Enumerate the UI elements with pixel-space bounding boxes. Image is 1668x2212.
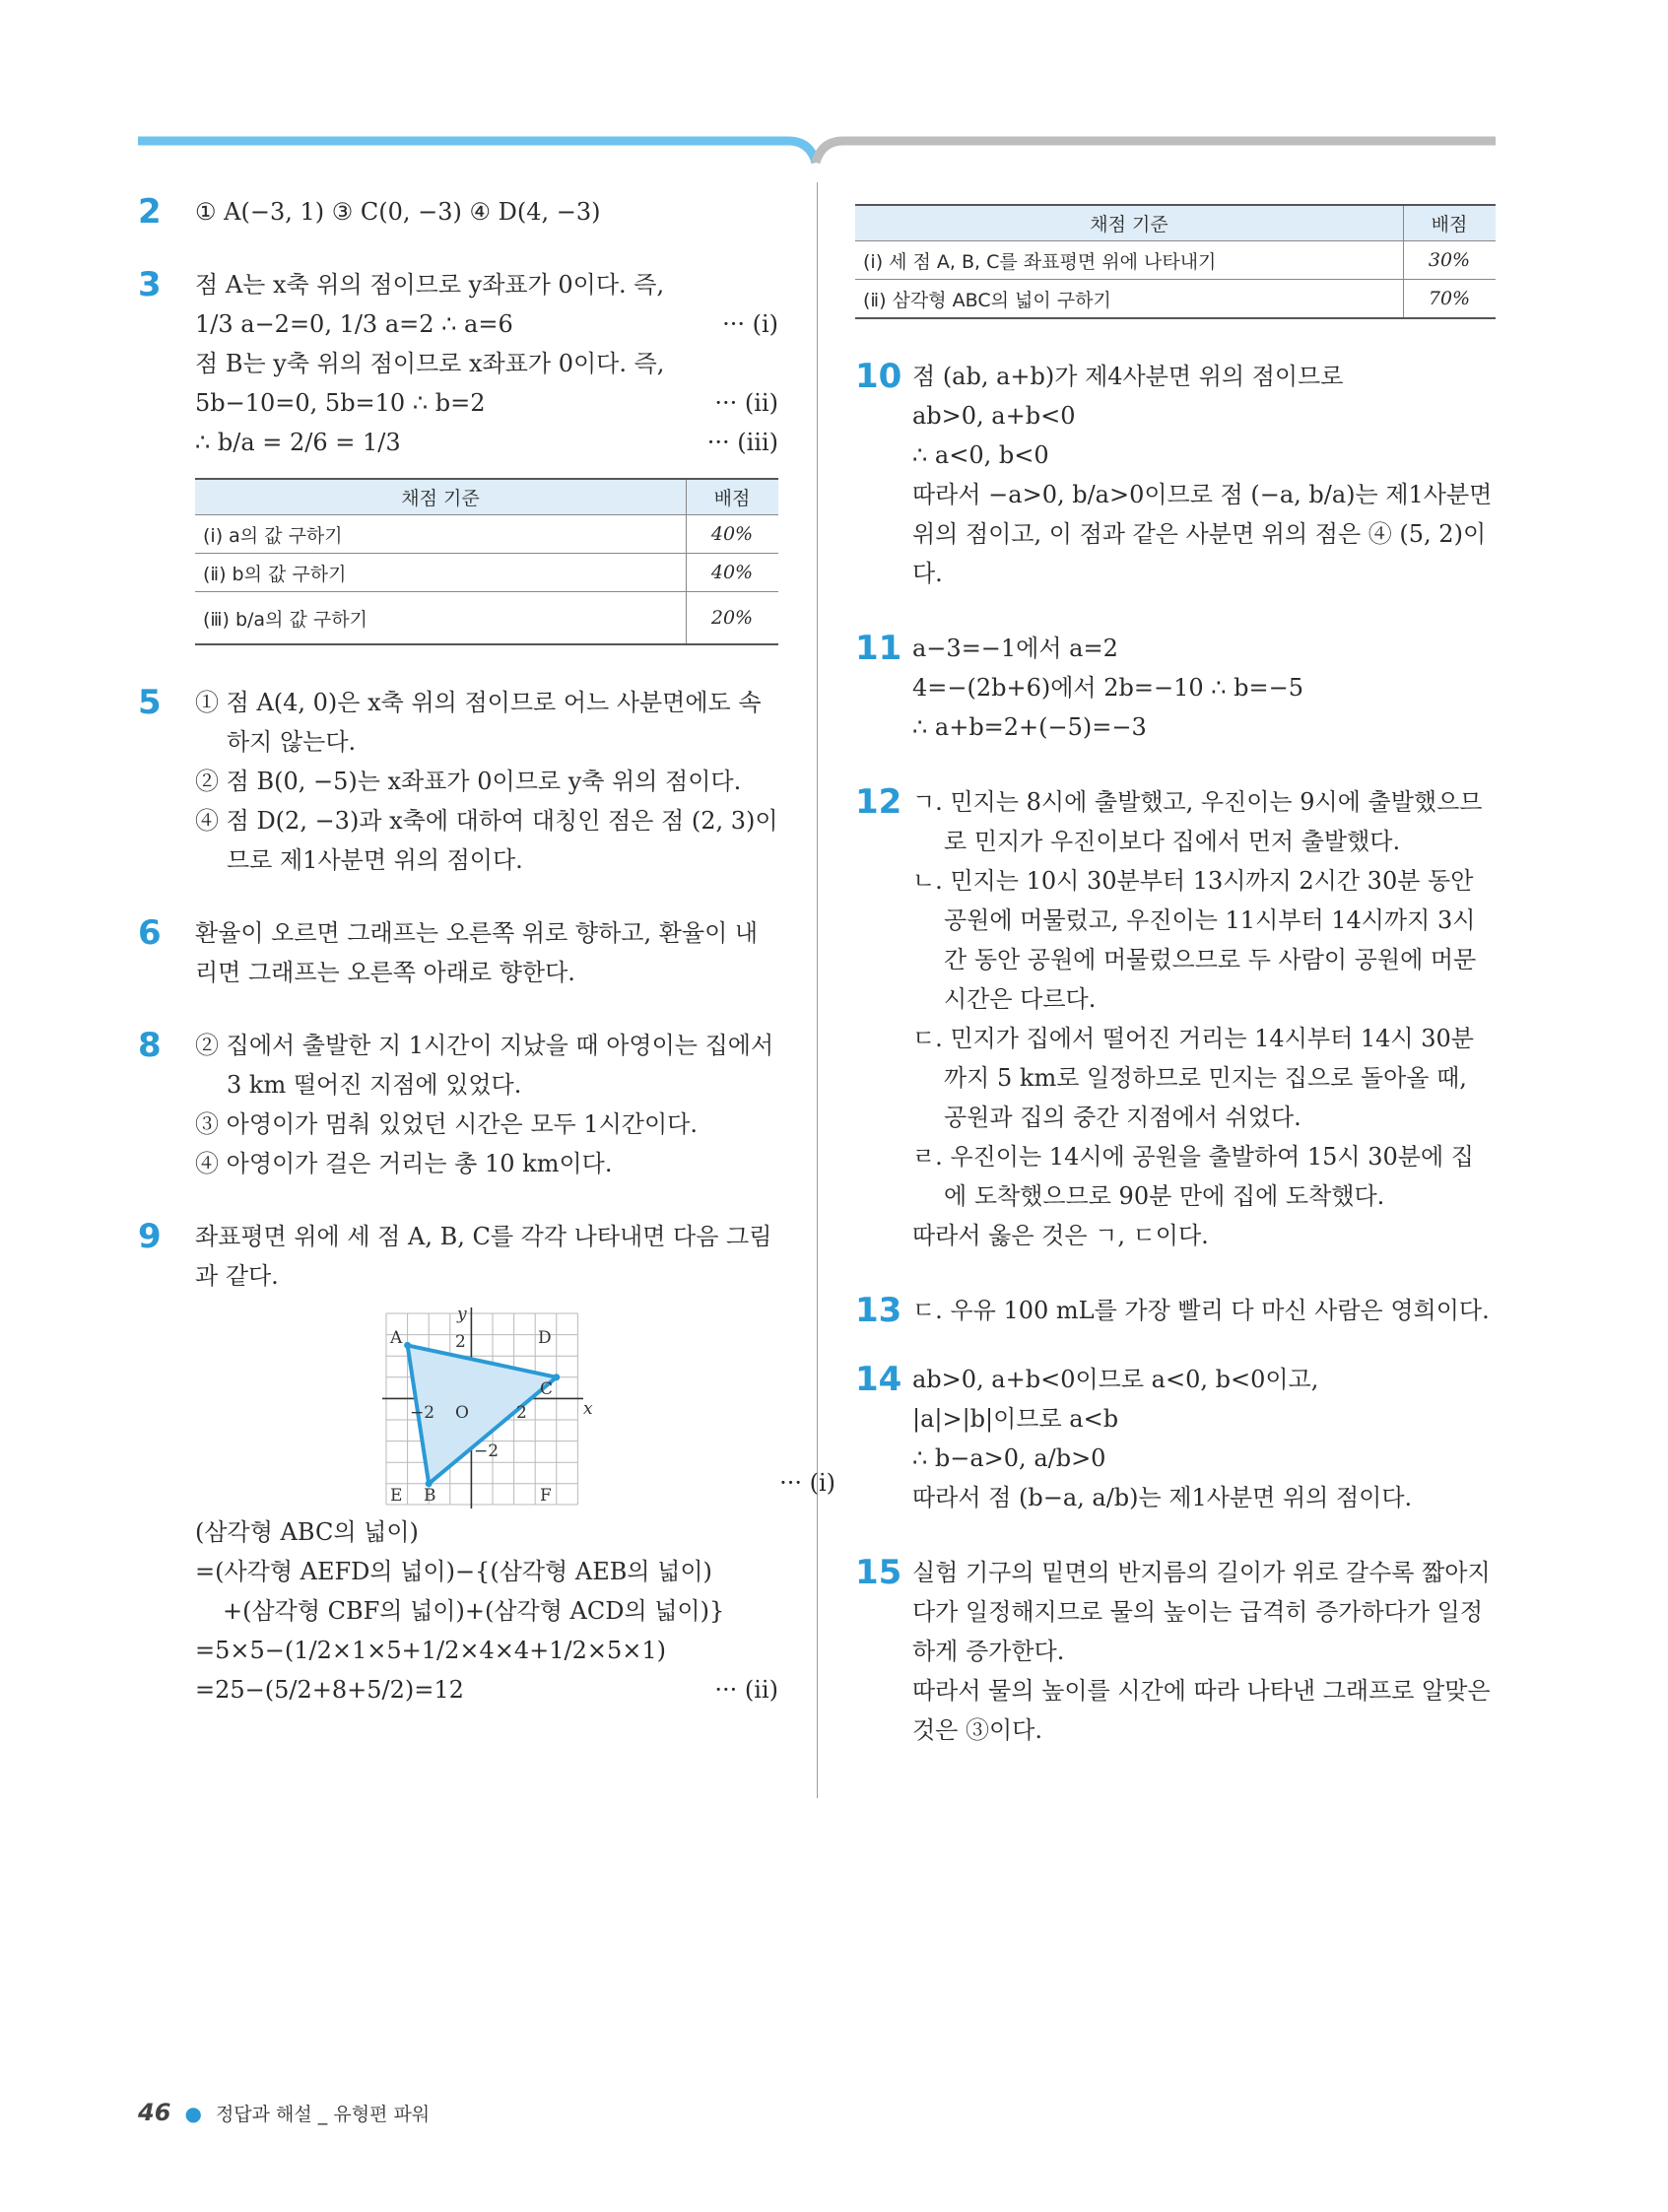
intro-text: 좌표평면 위에 세 점 A, B, C를 각각 나타내면 다음 그림과 같다.	[195, 1223, 772, 1290]
answer-line: ② 점 B(0, −5)는 x좌표가 0이므로 y축 위의 점이다.	[195, 768, 742, 795]
point-label: A	[390, 1328, 403, 1348]
equation-line: ∴ a<0, b<0	[912, 441, 1049, 469]
point-label: D	[538, 1328, 552, 1348]
conclusion-line: 따라서 물의 높이를 시간에 따라 나타낸 그래프로 알맞은 것은 ③이다.	[912, 1677, 1491, 1744]
header-bar-gray	[816, 141, 1496, 163]
left-column	[138, 182, 835, 1709]
page-number: 46	[138, 2099, 171, 2126]
equation-line: 4=−(2b+6)에서 2b=−10 ∴ b=−5	[912, 674, 1303, 702]
coordinate-graph	[195, 1304, 835, 1510]
table-header: 배점	[687, 479, 779, 515]
equation-line: +(삼각형 CBF의 넓이)+(삼각형 ACD의 넓이)}	[223, 1597, 725, 1625]
answer-line: ③ 아영이가 멈춰 있었던 시간은 모두 1시간이다.	[195, 1110, 698, 1138]
problem-number: 15	[855, 1553, 902, 1592]
y-axis-label: y	[457, 1305, 467, 1324]
column-divider	[817, 182, 818, 1798]
problem-number: 3	[138, 265, 162, 304]
answer-line: ㄹ. 우진이는 14시에 공원을 출발하여 15시 30분에 집에 도착했으므로 90분 만에 집에 도착했다.	[912, 1143, 1474, 1210]
problem-15	[855, 1553, 1496, 1750]
table-row	[195, 515, 778, 554]
equation-line: =(사각형 AEFD의 넓이)−{(삼각형 AEB의 넓이)	[195, 1558, 712, 1585]
problem-5	[138, 683, 778, 880]
table-header-row	[855, 205, 1496, 241]
problem-number: 13	[855, 1291, 902, 1330]
answer-line: ㄷ. 민지가 집에서 떨어진 거리는 14시부터 14시 30분까지 5 km로 일정하므로 민지는 집으로 돌아올 때, 공원과 집의 중간 지점에서 쉬었다.	[912, 1025, 1474, 1131]
equation-line	[195, 383, 778, 423]
table-header: 배점	[1404, 205, 1497, 241]
answer-text: ㄷ. 우유 100 mL를 가장 빨리 다 마신 사람은 영희이다.	[912, 1297, 1490, 1324]
table-cell: 30%	[1404, 241, 1497, 280]
table-cell: 20%	[687, 592, 779, 645]
point-label: B	[424, 1486, 436, 1506]
problem-number: 5	[138, 683, 162, 722]
table-cell: (ⅰ) a의 값 구하기	[195, 515, 687, 554]
problem-10	[855, 357, 1496, 593]
table-cell: (ⅱ) b의 값 구하기	[195, 554, 687, 592]
text-line: 점 (ab, a+b)가 제4사분면 위의 점이므로	[912, 363, 1344, 390]
table-header-row	[195, 479, 778, 515]
answer-text: 환율이 오르면 그래프는 오른쪽 위로 향하고, 환율이 내리면 그래프는 오른쪽 아래로 향한다.	[195, 919, 759, 986]
point-label: E	[390, 1486, 403, 1506]
table-cell: (ⅱ) 삼각형 ABC의 넓이 구하기	[855, 280, 1404, 319]
problem-number: 10	[855, 357, 902, 396]
step-tag: ··· (ⅱ)	[714, 1676, 778, 1704]
step-tag: ··· (ⅲ)	[706, 429, 778, 456]
answer-line: ④ 아영이가 걸은 거리는 총 10 km이다.	[195, 1150, 613, 1177]
equation-line: |a|>|b|이므로 a<b	[912, 1405, 1119, 1433]
answer-line: ① A(−3, 1) ③ C(0, −3) ④ D(4, −3)	[195, 198, 601, 226]
table-cell: 70%	[1404, 280, 1497, 319]
y-tick-label: −2	[474, 1441, 500, 1461]
step-tag: ··· (ⅰ)	[779, 1469, 835, 1497]
equation: ∴ b/a = 2/6 = 1/3	[195, 429, 401, 456]
text-line: (삼각형 ABC의 넓이)	[195, 1518, 419, 1546]
equation-line: ab>0, a+b<0	[912, 402, 1076, 430]
x-tick-label: −2	[410, 1403, 435, 1423]
header-bar-blue	[138, 141, 816, 163]
problem-number: 11	[855, 629, 902, 668]
footer-title: 정답과 해설 _ 유형편 파워	[215, 2104, 431, 2125]
problem-13	[855, 1291, 1496, 1330]
table-cell: 40%	[687, 554, 779, 592]
point-label: C	[540, 1379, 554, 1399]
equation-line	[195, 1670, 778, 1709]
equation-line: ab>0, a+b<0이므로 a<0, b<0이고,	[912, 1366, 1319, 1393]
table-row	[195, 554, 778, 592]
problem-12	[855, 782, 1496, 1255]
problem-3	[138, 265, 778, 645]
conclusion-line: 따라서 점 (b−a, a/b)는 제1사분면 위의 점이다.	[912, 1484, 1413, 1511]
answer-line: ㄴ. 민지는 10시 30분부터 13시까지 2시간 30분 동안 공원에 머물렀고, 우진이는 11시부터 14시까지 3시간 동안 공원에 머물렀으므로 두 사람이 공원에 머문 시간은 다르다.	[912, 867, 1477, 1013]
equation-line: ∴ a+b=2+(−5)=−3	[912, 713, 1147, 741]
table-row	[855, 280, 1496, 319]
text-line: 점 B는 y축 위의 점이므로 x좌표가 0이다. 즉,	[195, 350, 665, 377]
problem-number: 9	[138, 1217, 162, 1256]
table-cell: 40%	[687, 515, 779, 554]
equation-line: a−3=−1에서 a=2	[912, 635, 1118, 662]
step-tag: ··· (ⅰ)	[722, 310, 778, 338]
answer-line: ① 점 A(4, 0)은 x축 위의 점이므로 어느 사분면에도 속하지 않는다.	[195, 689, 762, 756]
table-header: 채점 기준	[855, 205, 1404, 241]
header-bar	[0, 0, 1668, 197]
point-c	[553, 1374, 560, 1380]
equation: 1/3 a−2=0, 1/3 a=2 ∴ a=6	[195, 310, 513, 338]
x-axis-label: x	[583, 1399, 593, 1419]
problem-2	[138, 192, 778, 232]
table-cell: (ⅲ) b/a의 값 구하기	[195, 592, 687, 645]
problem-number: 2	[138, 192, 162, 232]
equation-line: =5×5−(1/2×1×5+1/2×4×4+1/2×5×1)	[195, 1637, 666, 1664]
problem-number: 12	[855, 782, 902, 822]
problem-14	[855, 1360, 1496, 1517]
problem-number: 8	[138, 1026, 162, 1065]
step-tag: ··· (ⅱ)	[714, 389, 778, 417]
scoring-table	[195, 478, 778, 645]
coordinate-graph-area	[195, 1304, 835, 1510]
problem-6	[138, 913, 778, 992]
problem-number: 14	[855, 1360, 902, 1399]
text-line: 위의 점이고, 이 점과 같은 사분면 위의 점은 ④ (5, 2)이다.	[912, 520, 1487, 587]
equation-line: ∴ b−a>0, a/b>0	[912, 1444, 1106, 1472]
equation-line	[195, 304, 778, 344]
text-line: 점 A는 x축 위의 점이므로 y좌표가 0이다. 즉,	[195, 271, 665, 299]
table-header: 채점 기준	[195, 479, 687, 515]
page-footer	[138, 2099, 430, 2126]
bullet-icon: ●	[184, 2102, 202, 2125]
answer-text: 실험 기구의 밑면의 반지름의 길이가 위로 갈수록 짧아지다가 일정해지므로 물의 높이는 급격히 증가하다가 일정하게 증가한다.	[912, 1559, 1491, 1665]
point-a	[404, 1342, 411, 1349]
equation-line	[195, 423, 778, 462]
answer-line: ④ 점 D(2, −3)과 x축에 대하여 대칭인 점은 점 (2, 3)이므로 제1사분면 위의 점이다.	[195, 807, 778, 874]
problem-9	[138, 1217, 835, 1709]
y-tick-label: 2	[455, 1332, 466, 1352]
equation: 5b−10=0, 5b=10 ∴ b=2	[195, 389, 486, 417]
answer-line: ② 집에서 출발한 지 1시간이 지났을 때 아영이는 집에서 3 km 떨어진 지점에 있었다.	[195, 1032, 774, 1099]
table-row	[195, 592, 778, 645]
problem-8	[138, 1026, 778, 1183]
x-tick-label: 2	[516, 1403, 527, 1423]
equation: =25−(5/2+8+5/2)=12	[195, 1676, 464, 1704]
text-line: 따라서 −a>0, b/a>0이므로 점 (−a, b/a)는 제1사분면	[912, 481, 1493, 508]
right-column	[855, 182, 1496, 1750]
answer-line: ㄱ. 민지는 8시에 출발했고, 우진이는 9시에 출발했으므로 민지가 우진이보다 집에서 먼저 출발했다.	[912, 788, 1483, 855]
origin-label: O	[455, 1403, 469, 1423]
problem-11	[855, 629, 1496, 747]
table-row	[855, 241, 1496, 280]
problem-number: 6	[138, 913, 162, 953]
scoring-table	[855, 204, 1496, 319]
conclusion-line: 따라서 옳은 것은 ㄱ, ㄷ이다.	[912, 1222, 1209, 1249]
point-label: F	[540, 1486, 552, 1506]
table-cell: (ⅰ) 세 점 A, B, C를 좌표평면 위에 나타내기	[855, 241, 1404, 280]
